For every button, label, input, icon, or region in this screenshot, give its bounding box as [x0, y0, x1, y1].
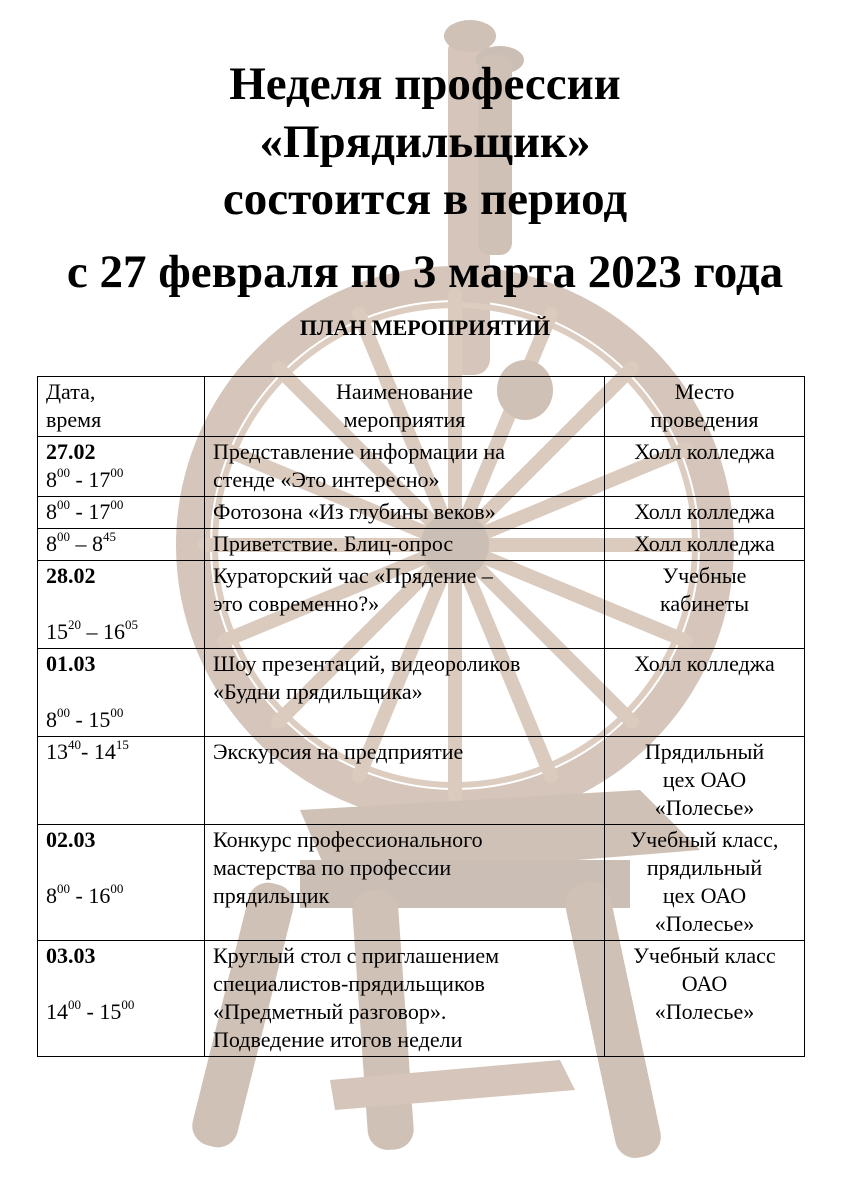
event-date: 02.03	[46, 827, 96, 852]
header-text: Дата,	[46, 379, 96, 404]
place-line: Холл колледжа	[634, 651, 775, 676]
event-name-cell	[205, 649, 605, 737]
header-text: время	[46, 407, 102, 432]
event-name-line: Представление информации на	[213, 439, 505, 464]
header-text: Место	[674, 379, 735, 404]
event-name-line: Фотозона «Из глубины веков»	[213, 499, 496, 524]
time-minutes: 00	[57, 528, 70, 544]
event-name-line: Приветствие. Блиц-опрос	[213, 531, 454, 556]
date-time-cell	[38, 941, 205, 1057]
time-minutes: 00	[57, 496, 70, 512]
header-text: Наименование	[335, 379, 474, 404]
event-name-line: Шоу презентаций, видеороликов	[213, 651, 521, 676]
event-name-line: Экскурсия на предприятие	[213, 739, 464, 764]
time-minutes: 00	[110, 496, 124, 512]
time-minutes: 00	[110, 880, 124, 896]
table-row	[38, 497, 805, 529]
header-text: проведения	[650, 407, 759, 432]
event-name-line: «Будни прядильщика»	[213, 679, 423, 704]
event-name-line: Подведение итогов недели	[213, 1027, 463, 1052]
event-name-line: «Предметный разговор».	[213, 999, 447, 1024]
table-row	[38, 941, 805, 1057]
place-cell	[605, 649, 805, 737]
time-minutes: 40	[68, 736, 81, 752]
table-row	[38, 437, 805, 497]
table-row	[38, 737, 805, 825]
place-line: прядильный	[646, 855, 763, 880]
time-minutes: 00	[57, 880, 70, 896]
table-row	[38, 529, 805, 561]
event-name-line: специалистов-прядильщиков	[213, 971, 485, 996]
table-row	[38, 561, 805, 649]
event-name-line: это современно?»	[213, 591, 380, 616]
event-name-cell	[205, 561, 605, 649]
event-name-line: Конкурс профессионального	[213, 827, 483, 852]
table-row	[38, 649, 805, 737]
title-dates: с 27 февраля по 3 марта 2023 года	[66, 246, 784, 298]
table-row	[38, 825, 805, 941]
event-time: $13^{40}-$ $14^{15}$	[46, 736, 129, 764]
spacer	[46, 970, 196, 998]
place-line: Учебные	[662, 563, 747, 588]
table-header-row	[38, 377, 805, 437]
date-time-cell	[38, 561, 205, 649]
place-line: ОАО	[681, 971, 728, 996]
time-minutes: 20	[68, 616, 81, 632]
place-cell	[605, 825, 805, 941]
event-time: $8^{00} - 17^{00}$	[46, 464, 124, 492]
place-cell	[605, 941, 805, 1057]
event-name-line: прядильщик	[213, 883, 330, 908]
event-time: $8^{00} - 17^{00}$	[46, 496, 124, 524]
spacer	[46, 590, 196, 618]
event-name-cell	[205, 941, 605, 1057]
place-line: Холл колледжа	[634, 531, 775, 556]
place-line: Холл колледжа	[634, 439, 775, 464]
event-name-line: стенде «Это интересно»	[213, 467, 440, 492]
header-text: мероприятия	[343, 407, 466, 432]
event-time: $8^{00} - 8^{45}$	[46, 528, 116, 556]
event-name-cell	[205, 737, 605, 825]
place-line: цех ОАО	[662, 883, 747, 908]
place-cell	[605, 561, 805, 649]
place-cell	[605, 497, 805, 529]
event-name-line: мастерства по профессии	[213, 855, 452, 880]
date-time-cell	[38, 437, 205, 497]
title-line-1: Неделя профессии	[229, 58, 621, 110]
place-line: «Полесье»	[654, 911, 755, 936]
event-name-line: Кураторский час «Прядение –	[213, 563, 493, 588]
time-minutes: 45	[103, 528, 116, 544]
date-time-cell	[38, 529, 205, 561]
event-name-cell	[205, 497, 605, 529]
time-minutes: 00	[121, 996, 135, 1012]
time-minutes: 00	[57, 704, 70, 720]
event-name-cell	[205, 825, 605, 941]
place-cell	[605, 437, 805, 497]
event-date: 28.02	[46, 563, 96, 588]
place-cell	[605, 529, 805, 561]
event-name-cell	[205, 437, 605, 497]
time-minutes: 15	[115, 736, 129, 752]
title-line-2: «Прядильщик»	[259, 116, 591, 168]
time-minutes: 00	[57, 464, 70, 480]
plan-heading: ПЛАН МЕРОПРИЯТИЙ	[299, 315, 551, 340]
event-date: 03.03	[46, 943, 96, 968]
date-time-cell	[38, 737, 205, 825]
place-line: Учебный класс,	[630, 827, 779, 852]
place-line: «Полесье»	[654, 795, 755, 820]
place-line: Учебный класс	[633, 943, 776, 968]
header-place	[605, 377, 805, 437]
date-time-cell	[38, 825, 205, 941]
place-line: кабинеты	[659, 591, 750, 616]
spacer	[46, 678, 196, 706]
header-event-name	[205, 377, 605, 437]
spacer	[46, 854, 196, 882]
event-date: 01.03	[46, 651, 96, 676]
place-line: Прядильный	[644, 739, 765, 764]
date-time-cell	[38, 649, 205, 737]
events-table-body	[38, 437, 805, 1057]
event-time: $8^{00} - 15^{00}$	[46, 704, 124, 732]
place-cell	[605, 737, 805, 825]
place-line: «Полесье»	[654, 999, 755, 1024]
title-line-3: состоится в период	[222, 173, 628, 225]
time-minutes: 00	[110, 704, 124, 720]
event-name-line: Круглый стол с приглашением	[213, 943, 499, 968]
events-table	[37, 376, 805, 1057]
event-name-cell	[205, 529, 605, 561]
place-line: Холл колледжа	[634, 499, 775, 524]
time-minutes: 00	[68, 996, 81, 1012]
event-time: $8^{00} - 16^{00}$	[46, 880, 124, 908]
event-time: $15^{20} - 16^{05}$	[46, 616, 138, 644]
time-minutes: 00	[110, 464, 124, 480]
event-time: $14^{00} - 15^{00}$	[46, 996, 135, 1024]
date-time-cell	[38, 497, 205, 529]
event-date: 27.02	[46, 439, 96, 464]
time-minutes: 05	[125, 616, 138, 632]
header-date-time	[38, 377, 205, 437]
place-line: цех ОАО	[662, 767, 747, 792]
